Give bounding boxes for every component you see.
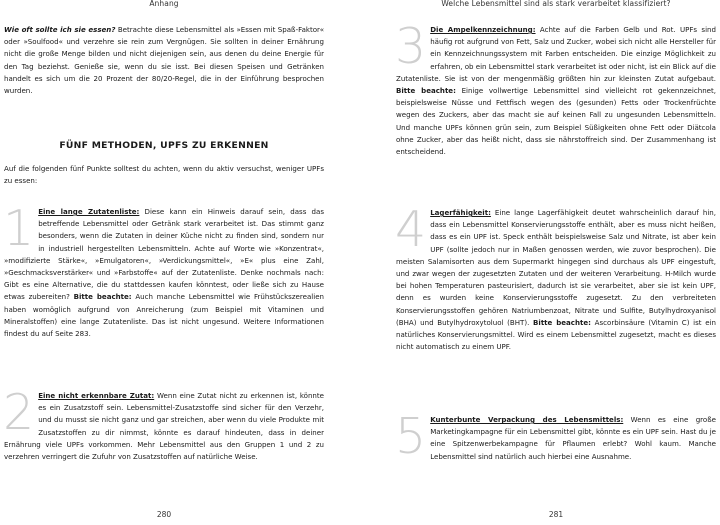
method-5-title: Kunterbunte Verpackung des Lebensmittels: <box>430 415 624 424</box>
method-5-number: 5 <box>395 408 427 465</box>
method-1-number: 1 <box>3 200 35 257</box>
method-3-note-label: Bitte beachte: <box>396 86 456 96</box>
method-4-note-label: Bitte beachte: <box>533 317 591 327</box>
method-3-text: Achte auf die Farben Gelb und Rot. UPFs sind häufig rot aufgrund von Fett, Salz und Zucker, wobei sich nicht alle Hersteller für ein Kennzeichnungssystem mit Farben entscheiden. Die einzige Möglichkeit zu erfahren, ob ein Lebensmittel stark verarbeitet ist oder nicht, ist ein Blick auf die Zutatenliste. Sie ist von der mengenmäßig größten hin zur kleinsten Zutat aufgebaut. <box>396 25 716 83</box>
method-3-title: Die Ampelkennzeichnung: <box>430 25 536 34</box>
method-5 <box>395 408 716 465</box>
method-4 <box>395 201 716 353</box>
lead-paragraph: Auf die folgenden fünf Punkte solltest du achten, wenn du aktiv versuchst, weniger UPFs zu essen: <box>4 164 324 186</box>
method-3-note: Einige vollwertige Lebensmittel sind vielleicht rot gekennzeichnet, beispielsweise Nüsse und Fettfisch wegen des (gesunden) Fetts oder Trockenfrüchte wegen des Zuckers, aber das macht sie auf keinen Fall zu ungesunden Lebensmitteln. Und manche UPFs können grün sein, zum Beispiel Süßigkeiten ohne Fett oder Diätcola ohne Zucker, aber das heißt nicht, dass sie nährstoffreich sind. Der Zusammenhang ist entscheidend. <box>396 86 716 157</box>
method-3-number: 3 <box>395 18 427 75</box>
page-number-left: 280 <box>156 510 172 519</box>
intro-question: Wie oft sollte ich sie essen? <box>4 25 116 34</box>
page-number-right: 281 <box>548 510 564 519</box>
method-1 <box>3 200 325 340</box>
method-3 <box>395 18 716 158</box>
method-1-note-label: Bitte beachte: <box>73 292 132 302</box>
method-2-text: Wenn eine Zutat nicht zu erkennen ist, könnte es ein Zusatzstoff sein. Lebensmittel-Zusatzstoffe sind sicher für den Verzehr, und du musst sie nicht ganz und gar streichen, aber wenn du viele Produkte mit Zusatzstoffen zu dir nimmst, könnte es darauf hindeuten, dass in deiner Ernährung viele UPFs vorkommen. Mehr Lebensmittel aus den Gruppen 1 und 2 zu verzehren verringert die Zufuhr von Zusatzstoffen auf natürliche Weise. <box>4 391 325 462</box>
method-4-text: Eine lange Lagerfähigkeit deutet wahrscheinlich darauf hin, dass ein Lebensmittel Konservierungsstoffe enthält, aber es muss nicht heißen, dass es ein UPF ist. Speck enthält beispielsweise Salz und Nitrate, ist aber kein UPF (sollte jedoch nur in Maßen genossen werden, wie zuvor besprochen). Die meisten Salamisorten aus dem Supermarkt hingegen sind durchaus als UPF eingestuft, und zwar wegen der zugesetzten Zutaten und der weiteren Verarbeitung. H-Milch wurde bei hohen Temperaturen pasteurisiert, dadurch ist sie verarbeitet, aber sie ist kein UPF, denn es wurden keine Konservierungsstoffe zugesetzt. Zu den verbreiteten Konservierungsstoffen gehören Natriumbenzoat, Nitrate und Sulfite, Butylhydroxyanisol (BHA) und Butylhydroxytoluol (BHT). <box>396 208 716 327</box>
method-4-title: Lagerfähigkeit: <box>430 208 491 217</box>
method-4-note: Ascorbinsäure (Vitamin C) ist ein natürliches Konservierungsmittel. Wird es einem Lebensmittel zugesetzt, macht es dieses nicht automatisch zu einem UPF. <box>396 317 716 352</box>
method-2-number: 2 <box>3 384 35 441</box>
method-1-text: Diese kann ein Hinweis darauf sein, dass das betreffende Lebensmittel oder Getränk stark verarbeitet ist. Das stimmt ganz besonders, wenn die Zutaten in deiner Küche nicht zu finden sind, sondern nur in industriell hergestellten Lebensmitteln. Achte auf Worte wie »Konzentrat«, »modifizierte Stärke«, »Emulgatoren«, »Verdickungsmittel«, »E« plus eine Zahl, »Geschmacksverstärker« und »Farbstoffe« auf der Zutatenliste. Denke nochmals nach: Gibt es eine Alternative, die du stattdessen kaufen könntest, oder ließe sich zu Hause etwas zubereiten? <box>4 207 324 302</box>
method-1-note: Auch manche Lebensmittel wie Frühstückszerealien haben womöglich aufgrund von Anreicherung (zum Beispiel mit Vitaminen und Mineralstoffen) eine lange Zutatenliste. Das ist nicht ungesund. Weitere Informationen findest du auf Seite 283. <box>4 292 325 339</box>
intro-text: Betrachte diese Lebensmittel als »Essen mit Spaß-Faktor« oder »Soulfood« und verzehre sie rein zum Vergnügen. Sie sollten in deiner Ernährung nicht die große Menge bilden und nicht diejenigen sein, aus denen du deine Energie für den Tag beziehst. Genieße sie, wenn du sie isst. Bei diesen Speisen und Getränken handelt es sich um die 20 Prozent der 80/20-Regel, die in der Einführung besprochen wurden. <box>4 25 325 96</box>
running-head-right: Welche Lebensmittel sind als stark verarbeitet klassifiziert? <box>441 0 671 8</box>
intro-paragraph <box>4 24 324 97</box>
method-1-title: Eine lange Zutatenliste: <box>38 207 140 216</box>
left-page <box>4 0 324 525</box>
right-page <box>396 0 716 525</box>
section-heading: FÜNF METHODEN, UPFS ZU ERKENNEN <box>59 140 269 151</box>
method-2-title: Eine nicht erkennbare Zutat: <box>38 391 155 400</box>
method-2 <box>3 384 325 463</box>
method-4-number: 4 <box>395 201 427 258</box>
method-5-text: Wenn es eine große Marketingkampagne für ein Lebensmittel gibt, könnte es ein UPF sein. Hast du je eine Spitzenwerbekampagne für Pflaumen erlebt? Wohl kaum. Manche Lebensmittel sind natürlich auch hierbei eine Ausnahme. <box>430 415 716 461</box>
running-head-left: Anhang <box>149 0 179 8</box>
